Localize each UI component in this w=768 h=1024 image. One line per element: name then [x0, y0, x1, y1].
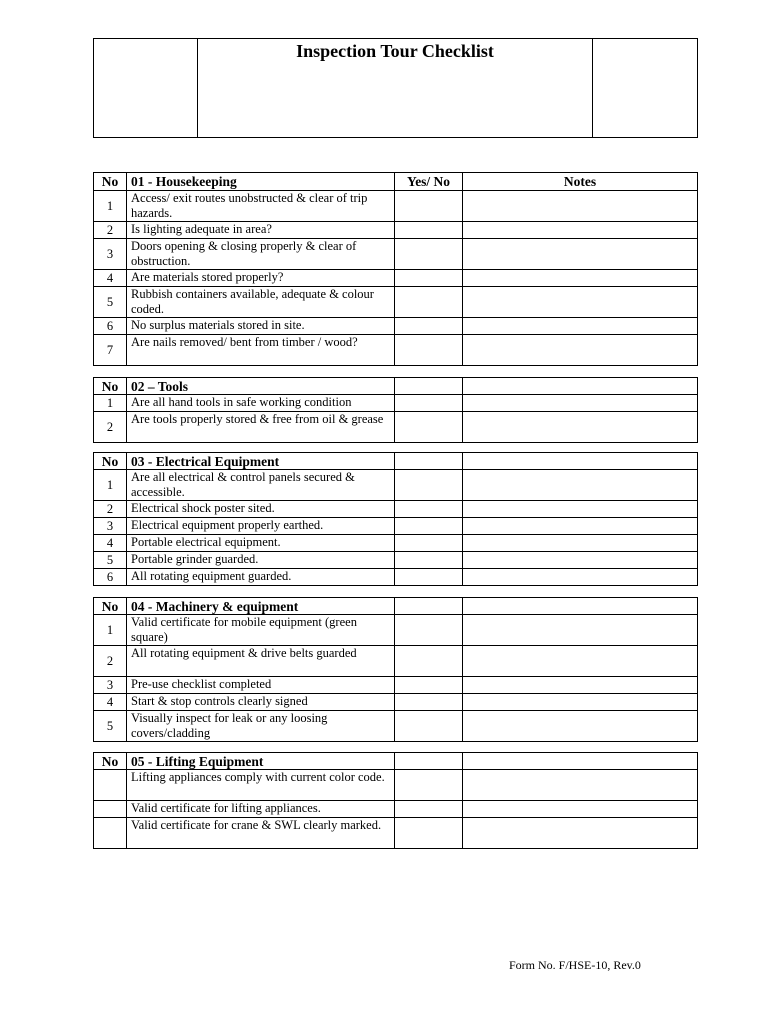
item-text: Doors opening & closing properly & clear of obstruction.: [127, 239, 395, 270]
yes-no-cell[interactable]: [395, 518, 463, 535]
item-text: Are tools properly stored & free from oil & grease: [127, 412, 395, 443]
checklist-row: [94, 646, 698, 677]
yes-no-cell[interactable]: [395, 552, 463, 569]
yes-no-cell[interactable]: [395, 222, 463, 239]
item-number: 1: [94, 470, 127, 501]
checklist-row: [94, 552, 698, 569]
notes-cell[interactable]: [463, 535, 698, 552]
item-number: 5: [94, 552, 127, 569]
item-number: 1: [94, 395, 127, 412]
yes-no-cell[interactable]: [395, 318, 463, 335]
yes-no-cell[interactable]: [395, 335, 463, 366]
yes-no-cell[interactable]: [395, 191, 463, 222]
notes-cell[interactable]: [463, 615, 698, 646]
notes-cell[interactable]: [463, 395, 698, 412]
item-text: Access/ exit routes unobstructed & clear of trip hazards.: [127, 191, 395, 222]
notes-cell: [463, 753, 698, 770]
notes-cell: [463, 453, 698, 470]
notes-cell[interactable]: [463, 552, 698, 569]
section-heading: 04 - Machinery & equipment: [127, 598, 395, 615]
item-number: 2: [94, 646, 127, 677]
checklist-row: [94, 801, 698, 818]
notes-cell[interactable]: [463, 222, 698, 239]
section-heading: 05 - Lifting Equipment: [127, 753, 395, 770]
column-header-no: No: [94, 173, 127, 191]
yes-no-cell[interactable]: [395, 395, 463, 412]
item-number: [94, 801, 127, 818]
item-number: 4: [94, 270, 127, 287]
item-text: Electrical equipment properly earthed.: [127, 518, 395, 535]
notes-cell[interactable]: [463, 801, 698, 818]
form-number: Form No. F/HSE-10, Rev.0: [509, 958, 641, 972]
checklist-row: [94, 770, 698, 801]
item-text: All rotating equipment guarded.: [127, 569, 395, 586]
checklist-row: [94, 239, 698, 270]
section-housekeeping: [93, 172, 698, 366]
item-number: 6: [94, 569, 127, 586]
yes-no-cell[interactable]: [395, 801, 463, 818]
checklist-row: [94, 677, 698, 694]
page-title: Inspection Tour Checklist: [198, 39, 593, 138]
item-text: Is lighting adequate in area?: [127, 222, 395, 239]
yes-no-cell[interactable]: [395, 535, 463, 552]
item-text: Lifting appliances comply with current color code.: [127, 770, 395, 801]
checklist-row: [94, 518, 698, 535]
column-header-no: No: [94, 453, 127, 470]
section-tools: [93, 377, 698, 443]
yes-no-cell[interactable]: [395, 770, 463, 801]
yes-no-cell: [395, 453, 463, 470]
item-number: [94, 818, 127, 849]
yes-no-cell[interactable]: [395, 501, 463, 518]
item-number: 5: [94, 711, 127, 742]
section-heading: 03 - Electrical Equipment: [127, 453, 395, 470]
checklist-row: [94, 694, 698, 711]
header-info-cell: [593, 39, 698, 138]
item-number: 4: [94, 535, 127, 552]
item-text: Valid certificate for crane & SWL clearly marked.: [127, 818, 395, 849]
notes-cell[interactable]: [463, 501, 698, 518]
item-text: All rotating equipment & drive belts guarded: [127, 646, 395, 677]
column-header-no: No: [94, 378, 127, 395]
item-number: 4: [94, 694, 127, 711]
notes-cell[interactable]: [463, 694, 698, 711]
notes-cell[interactable]: [463, 677, 698, 694]
yes-no-cell[interactable]: [395, 412, 463, 443]
item-text: Rubbish containers available, adequate & colour coded.: [127, 287, 395, 318]
item-text: Are all electrical & control panels secured & accessible.: [127, 470, 395, 501]
yes-no-cell[interactable]: [395, 818, 463, 849]
item-text: No surplus materials stored in site.: [127, 318, 395, 335]
yes-no-cell: [395, 378, 463, 395]
item-number: 3: [94, 239, 127, 270]
notes-cell[interactable]: [463, 335, 698, 366]
checklist-row: [94, 270, 698, 287]
section-machinery-equipment: [93, 597, 698, 742]
yes-no-cell[interactable]: [395, 615, 463, 646]
item-text: Are materials stored properly?: [127, 270, 395, 287]
notes-cell[interactable]: [463, 239, 698, 270]
item-number: 3: [94, 677, 127, 694]
item-number: 2: [94, 412, 127, 443]
notes-cell: [463, 378, 698, 395]
column-header-notes: Notes: [463, 173, 698, 191]
notes-cell[interactable]: [463, 518, 698, 535]
column-header-yes-no: Yes/ No: [395, 173, 463, 191]
notes-cell[interactable]: [463, 318, 698, 335]
item-text: Visually inspect for leak or any loosing covers/cladding: [127, 711, 395, 742]
notes-cell[interactable]: [463, 569, 698, 586]
notes-cell[interactable]: [463, 287, 698, 318]
yes-no-cell[interactable]: [395, 694, 463, 711]
item-text: Portable grinder guarded.: [127, 552, 395, 569]
checklist-row: [94, 818, 698, 849]
item-number: [94, 770, 127, 801]
yes-no-cell[interactable]: [395, 569, 463, 586]
item-number: 6: [94, 318, 127, 335]
checklist-row: [94, 412, 698, 443]
section-lifting-equipment: [93, 752, 698, 849]
notes-cell: [463, 598, 698, 615]
checklist-row: [94, 711, 698, 742]
yes-no-cell[interactable]: [395, 646, 463, 677]
yes-no-cell[interactable]: [395, 239, 463, 270]
yes-no-cell[interactable]: [395, 677, 463, 694]
section-electrical-equipment: [93, 452, 698, 586]
section-heading: 02 – Tools: [127, 378, 395, 395]
item-text: Pre-use checklist completed: [127, 677, 395, 694]
form-header: [93, 38, 698, 138]
item-number: 7: [94, 335, 127, 366]
notes-cell[interactable]: [463, 770, 698, 801]
yes-no-cell: [395, 598, 463, 615]
notes-cell[interactable]: [463, 191, 698, 222]
item-number: 2: [94, 501, 127, 518]
notes-cell[interactable]: [463, 270, 698, 287]
checklist-row: [94, 335, 698, 366]
yes-no-cell[interactable]: [395, 270, 463, 287]
item-number: 2: [94, 222, 127, 239]
item-text: Electrical shock poster sited.: [127, 501, 395, 518]
checklist-row: [94, 501, 698, 518]
notes-cell[interactable]: [463, 818, 698, 849]
item-number: 5: [94, 287, 127, 318]
item-number: 3: [94, 518, 127, 535]
yes-no-cell[interactable]: [395, 470, 463, 501]
notes-cell[interactable]: [463, 470, 698, 501]
notes-cell[interactable]: [463, 412, 698, 443]
item-text: Valid certificate for mobile equipment (green square): [127, 615, 395, 646]
item-text: Start & stop controls clearly signed: [127, 694, 395, 711]
yes-no-cell[interactable]: [395, 711, 463, 742]
checklist-row: [94, 615, 698, 646]
notes-cell[interactable]: [463, 646, 698, 677]
item-text: Portable electrical equipment.: [127, 535, 395, 552]
checklist-row: [94, 569, 698, 586]
item-text: Valid certificate for lifting appliances.: [127, 801, 395, 818]
item-number: 1: [94, 615, 127, 646]
item-text: Are all hand tools in safe working condition: [127, 395, 395, 412]
checklist-row: [94, 191, 698, 222]
column-header-no: No: [94, 753, 127, 770]
checklist-row: [94, 222, 698, 239]
checklist-row: [94, 318, 698, 335]
checklist-row: [94, 395, 698, 412]
checklist-row: [94, 287, 698, 318]
section-heading: 01 - Housekeeping: [127, 173, 395, 191]
item-number: 1: [94, 191, 127, 222]
yes-no-cell: [395, 753, 463, 770]
notes-cell[interactable]: [463, 711, 698, 742]
item-text: Are nails removed/ bent from timber / wood?: [127, 335, 395, 366]
header-logo-cell: [94, 39, 198, 138]
checklist-row: [94, 535, 698, 552]
yes-no-cell[interactable]: [395, 287, 463, 318]
checklist-row: [94, 470, 698, 501]
column-header-no: No: [94, 598, 127, 615]
